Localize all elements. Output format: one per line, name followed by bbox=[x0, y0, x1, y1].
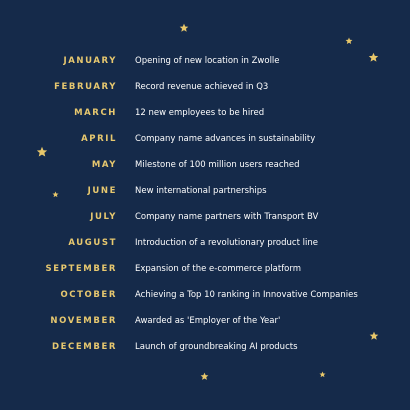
month-label: MAY bbox=[91, 160, 117, 170]
month-label: OCTOBER bbox=[60, 290, 117, 300]
timeline-row-september bbox=[0, 261, 410, 277]
star-icon bbox=[345, 37, 353, 45]
event-text: Launch of groundbreaking AI products bbox=[135, 342, 298, 352]
month-label: SEPTEMBER bbox=[45, 264, 117, 274]
timeline-row-august bbox=[0, 235, 410, 251]
month-label: APRIL bbox=[81, 134, 117, 144]
timeline-row-june bbox=[0, 183, 410, 199]
timeline-row-july bbox=[0, 209, 410, 225]
star-icon bbox=[52, 191, 59, 198]
event-text: Milestone of 100 million users reached bbox=[135, 160, 300, 170]
star-icon bbox=[319, 371, 326, 378]
month-label: JUNE bbox=[87, 186, 117, 196]
star-icon bbox=[36, 146, 48, 158]
event-text: Introduction of a revolutionary product line bbox=[135, 238, 318, 248]
event-text: Awarded as 'Employer of the Year' bbox=[135, 316, 281, 326]
event-text: Expansion of the e-commerce platform bbox=[135, 264, 302, 274]
month-label: JULY bbox=[90, 212, 117, 222]
month-label: NOVEMBER bbox=[50, 316, 117, 326]
star-icon bbox=[179, 23, 189, 33]
month-label: MARCH bbox=[74, 108, 117, 118]
event-text: Company name partners with Transport BV bbox=[135, 212, 319, 222]
timeline-row-november bbox=[0, 313, 410, 329]
event-text: 12 new employees to be hired bbox=[135, 108, 265, 118]
timeline-row-january bbox=[0, 53, 410, 69]
event-text: Company name advances in sustainability bbox=[135, 134, 316, 144]
star-icon bbox=[368, 52, 379, 63]
timeline-row-october bbox=[0, 287, 410, 303]
timeline-row-february bbox=[0, 79, 410, 95]
month-label: FEBRUARY bbox=[54, 82, 117, 92]
star-icon bbox=[200, 372, 209, 381]
month-label: JANUARY bbox=[63, 56, 117, 66]
timeline-row-may bbox=[0, 157, 410, 173]
month-label: AUGUST bbox=[68, 238, 117, 248]
star-icon bbox=[369, 331, 379, 341]
timeline-row-december bbox=[0, 339, 410, 355]
event-text: Record revenue achieved in Q3 bbox=[135, 82, 269, 92]
event-text: New international partnerships bbox=[135, 186, 267, 196]
timeline-row-march bbox=[0, 105, 410, 121]
timeline-row-april bbox=[0, 131, 410, 147]
event-text: Achieving a Top 10 ranking in Innovative Companies bbox=[135, 290, 358, 300]
month-label: DECEMBER bbox=[52, 342, 117, 352]
event-text: Opening of new location in Zwolle bbox=[135, 56, 280, 66]
